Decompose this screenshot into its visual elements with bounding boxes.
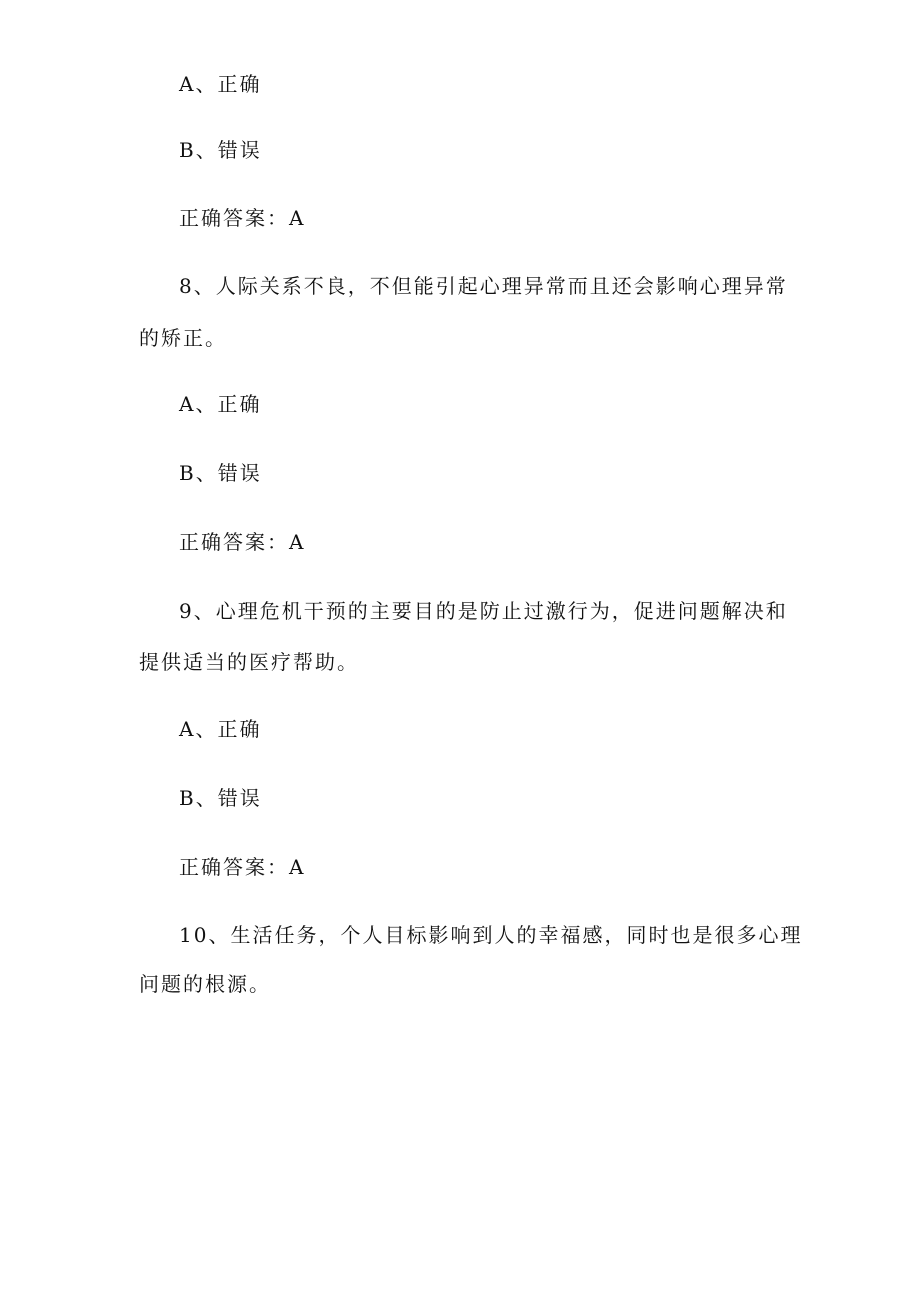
prev-answer: 正确答案：A — [179, 206, 306, 230]
question-9-answer: 正确答案：A — [179, 855, 306, 879]
question-9-text-line1: 9、心理危机干预的主要目的是防止过激行为，促进问题解决和 — [179, 599, 788, 623]
question-10-text-line1: 10、生活任务，个人目标影响到人的幸福感，同时也是很多心理 — [179, 923, 803, 947]
question-8-text-line2: 的矫正。 — [139, 326, 227, 350]
question-8-option-a: A、正确 — [179, 392, 262, 416]
prev-option-b: B、错误 — [179, 138, 262, 162]
question-9-option-b: B、错误 — [179, 786, 262, 810]
question-8-option-b: B、错误 — [179, 461, 262, 485]
prev-option-a: A、正确 — [179, 72, 262, 96]
question-8-text-line1: 8、人际关系不良，不但能引起心理异常而且还会影响心理异常 — [179, 274, 788, 298]
question-9-text-line2: 提供适当的医疗帮助。 — [139, 650, 359, 674]
question-10-text-line2: 问题的根源。 — [139, 972, 271, 996]
question-8-answer: 正确答案：A — [179, 530, 306, 554]
question-9-option-a: A、正确 — [179, 717, 262, 741]
